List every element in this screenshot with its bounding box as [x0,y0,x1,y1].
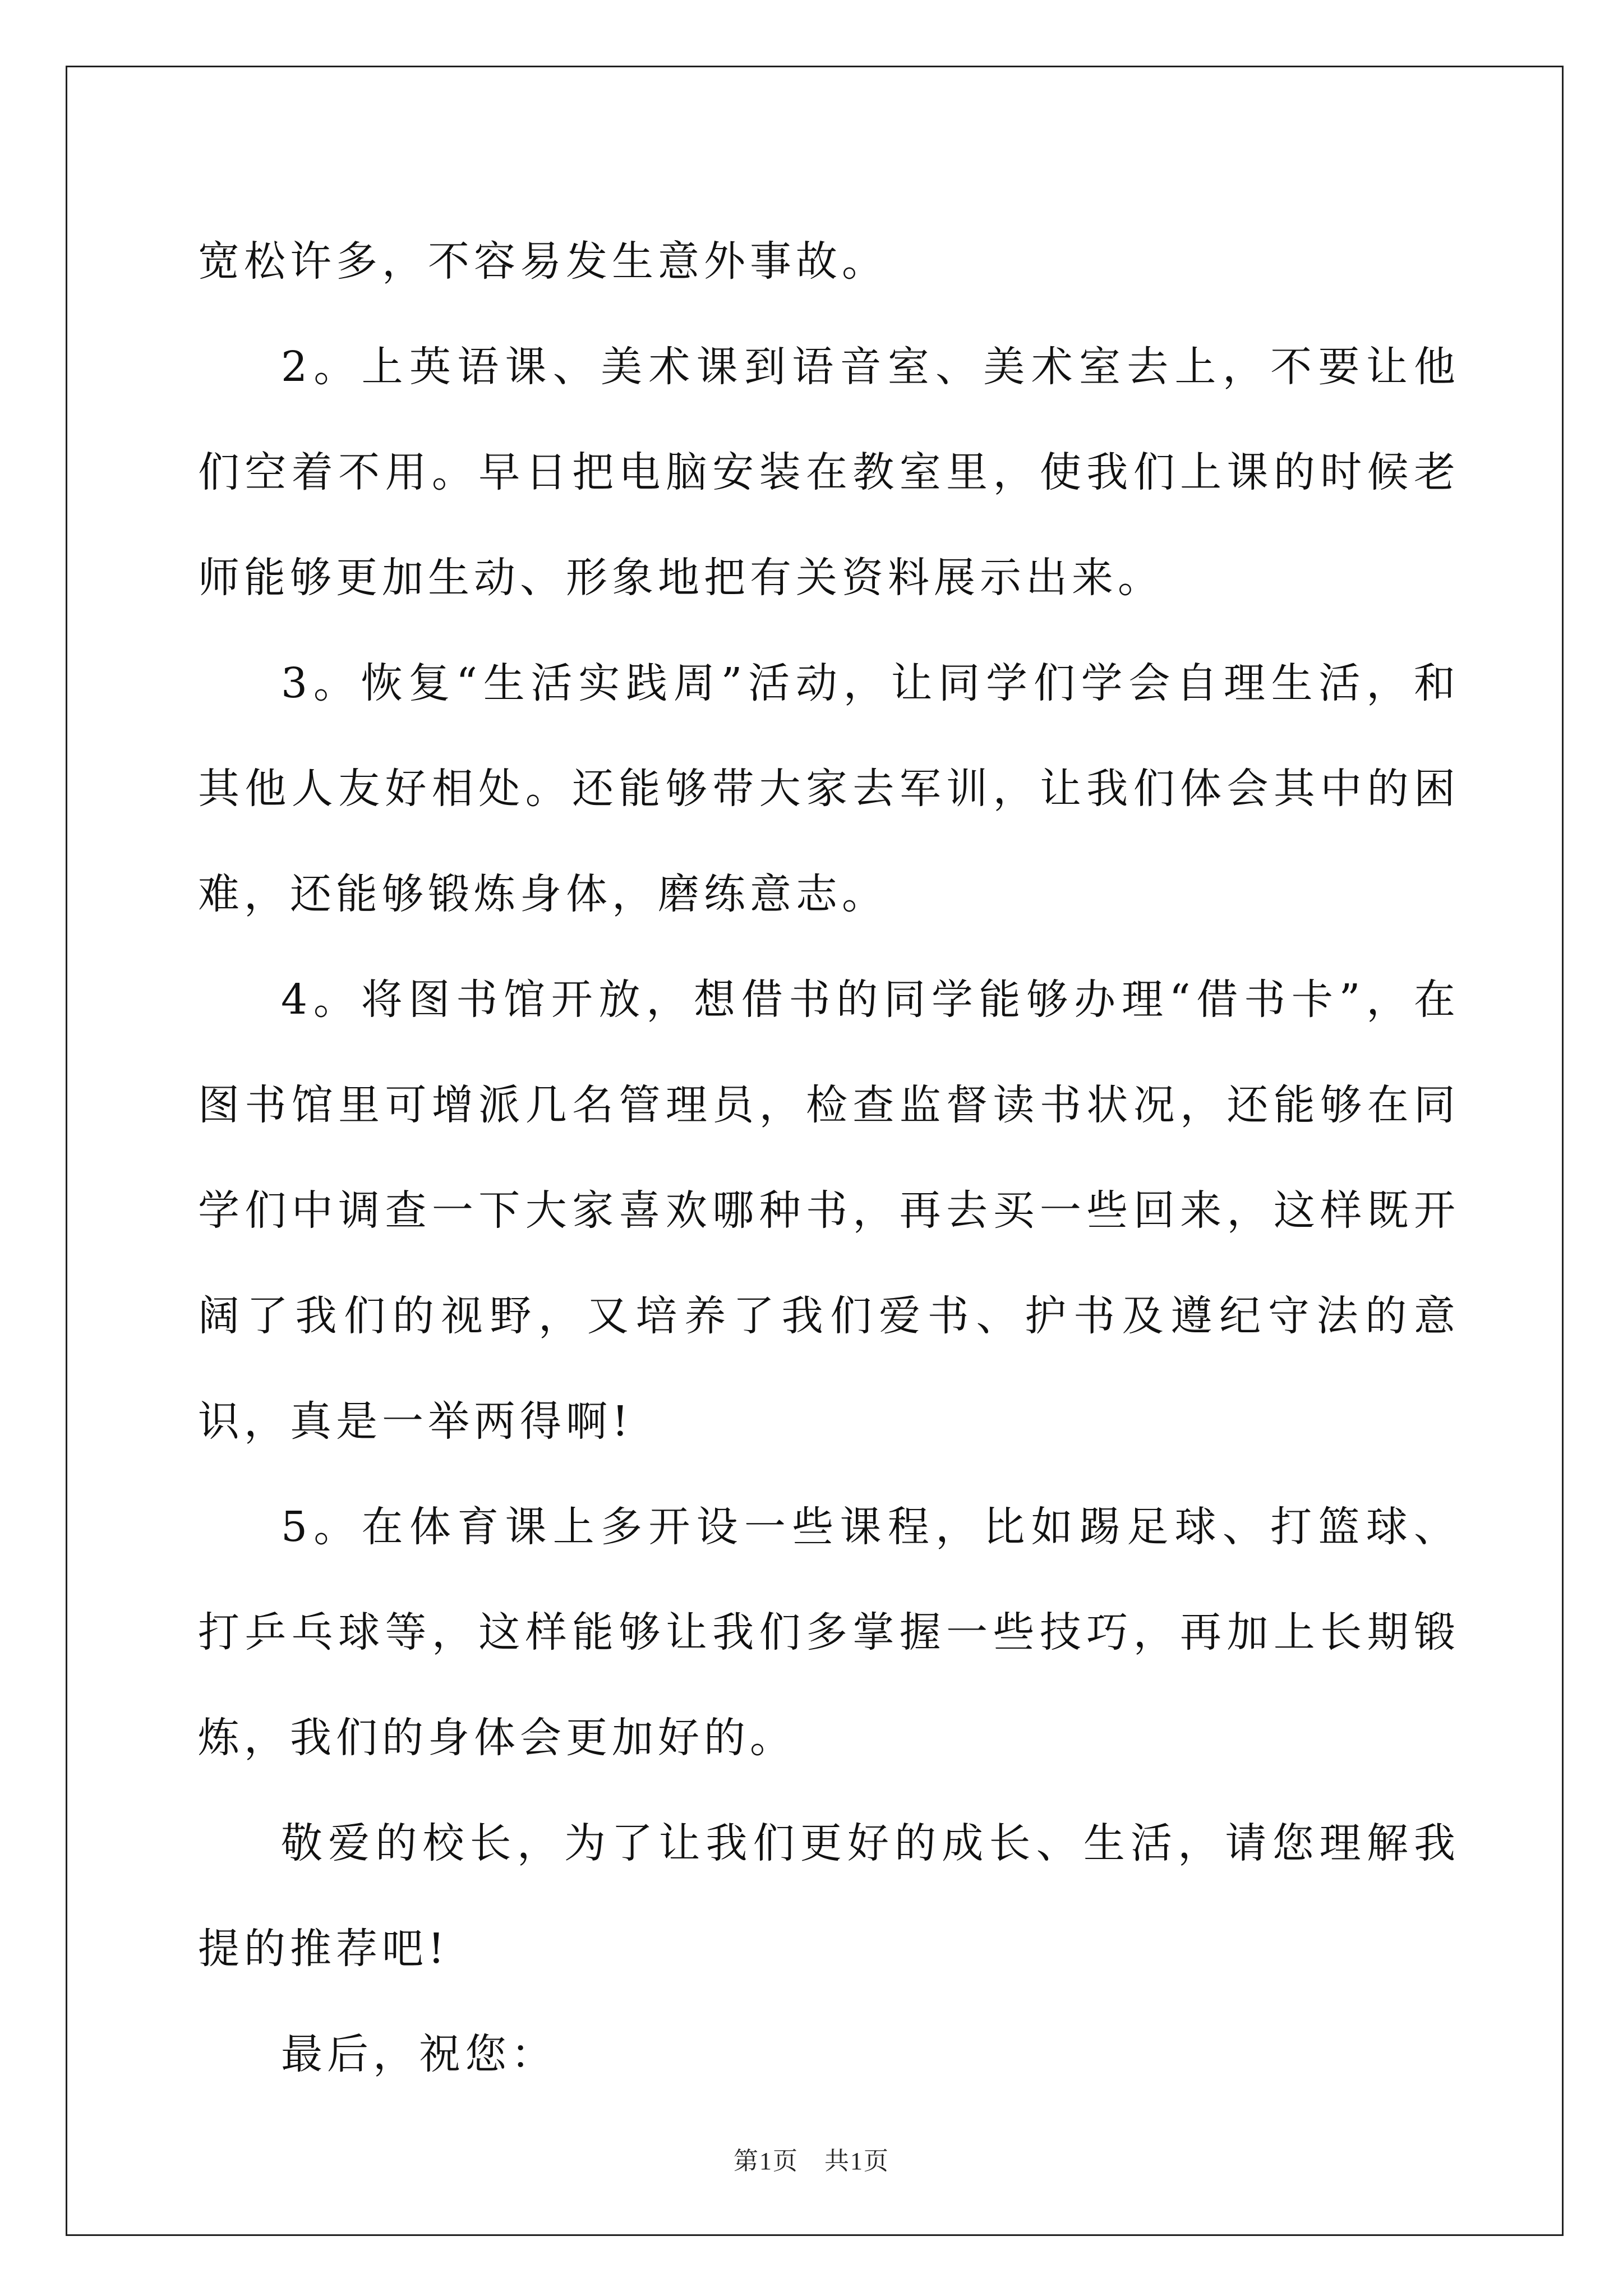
paragraph-item-3: 3。恢复“生活实践周”活动，让同学们学会自理生活，和其他人友好相处。还能够带大家去军训，让我们体会其中的困难，还能够锻炼身体，磨练意志。 [198,659,1460,918]
paragraph-closing-wish: 最后，祝您： [281,2030,557,2078]
paragraph-continuation: 宽松许多，不容易发生意外事故。 [198,237,888,286]
paragraph-item-4: 4。将图书馆开放，想借书的同学能够办理“借书卡”，在图书馆里可增派几名管理员，检查监督读书状况，还能够在同学们中调查一下大家喜欢哪种书，再去买一些回来，这样既开阔了我们的视野，又培养了我们爱书、护书及遵纪守法的意识，真是一举两得啊! [198,976,1460,1446]
paragraph-item-2: 2。上英语课、美术课到语音室、美术室去上，不要让他们空着不用。早日把电脑安装在教室里，使我们上课的时候老师能够更加生动、形象地把有关资料展示出来。 [198,343,1460,602]
paragraph-item-5: 5。在体育课上多开设一些课程，比如踢足球、打篮球、打乒乓球等，这样能够让我们多掌握一些技巧，再加上长期锻炼，我们的身体会更加好的。 [198,1503,1460,1762]
document-body [198,209,1460,2107]
paragraph-closing-request: 敬爱的校长，为了让我们更好的成长、生活，请您理解我提的推荐吧! [198,1819,1460,1973]
page-footer: 第1页 共1页 [734,2147,889,2175]
